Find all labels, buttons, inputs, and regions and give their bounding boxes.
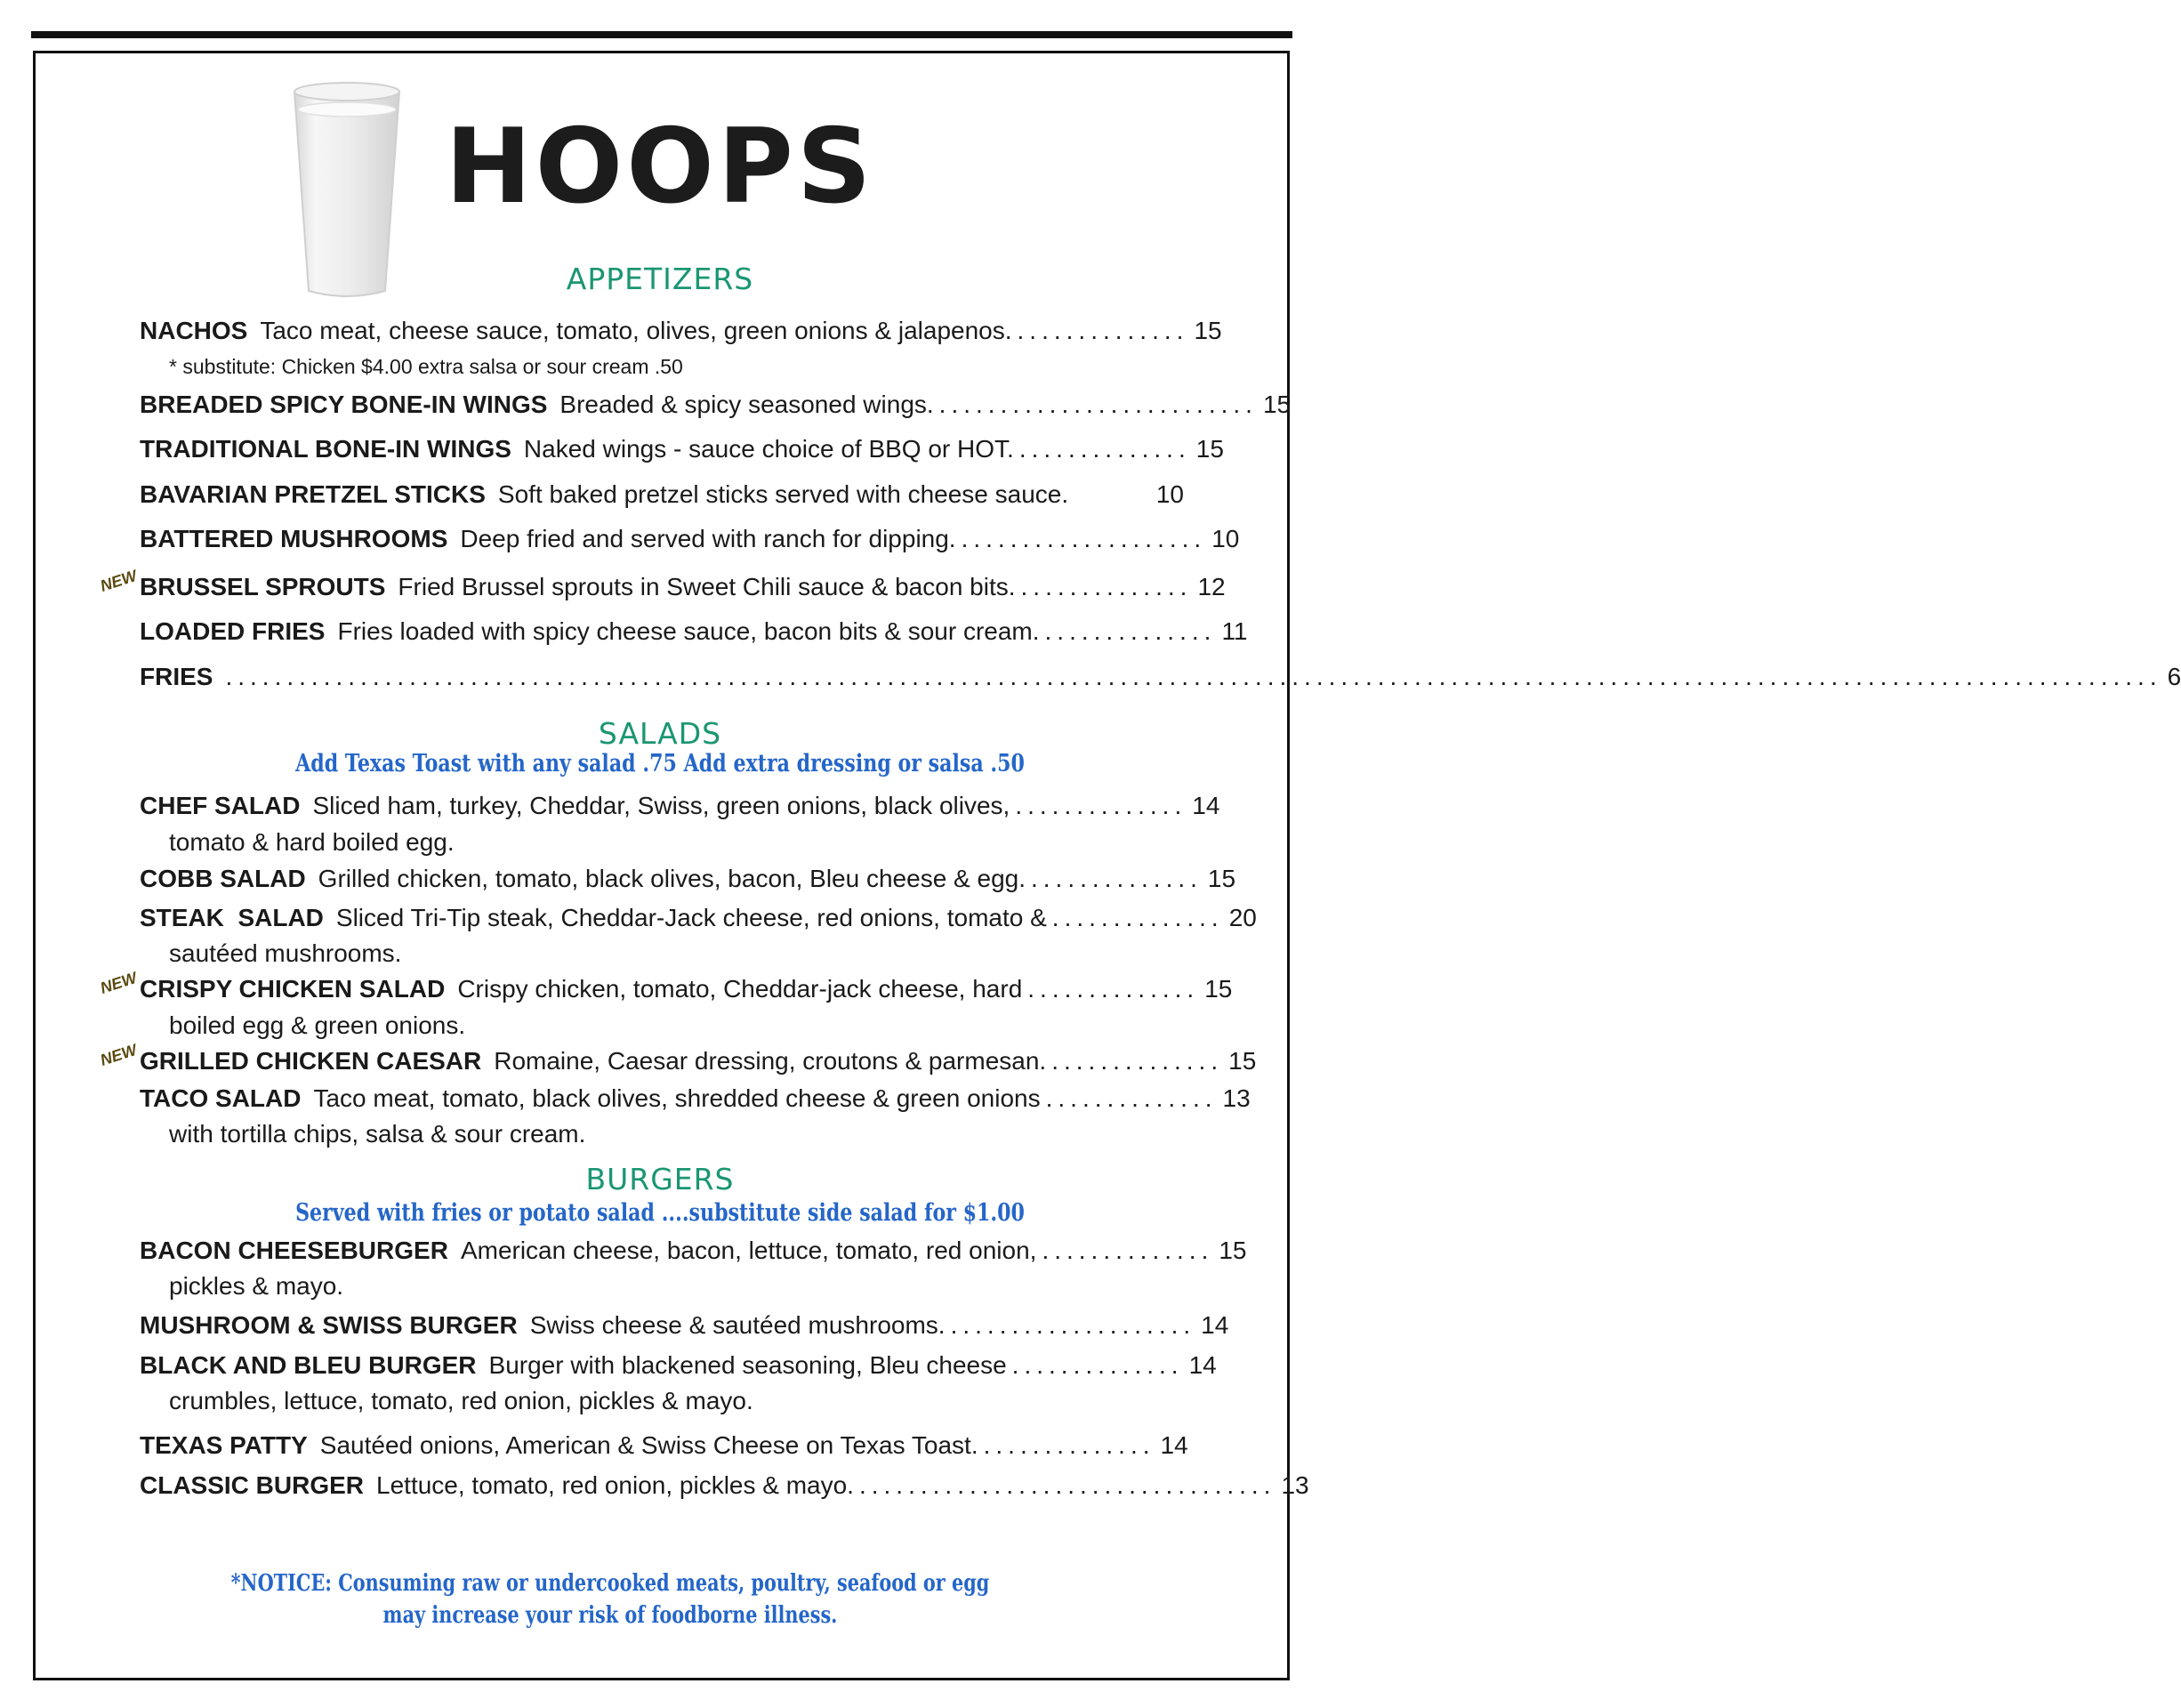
menu-item xyxy=(140,1047,1257,1075)
menu-item xyxy=(140,1431,1188,1459)
leader-dots: .............. xyxy=(983,1431,1155,1459)
menu-item xyxy=(140,1237,1247,1264)
menu-item xyxy=(140,573,1226,600)
leader-dots: .......................... xyxy=(938,391,1258,418)
item-name: TRADITIONAL BONE-IN WINGS xyxy=(140,435,511,463)
burgers-note: Served with fries or potato salad ....substitute side salad for $1.00 xyxy=(295,1199,1025,1227)
item-price: 14 xyxy=(1192,792,1220,819)
item-description-cont: tomato & hard boiled egg. xyxy=(169,828,455,856)
item-name: BACON CHEESEBURGER xyxy=(140,1237,448,1264)
leader-dots: .................... xyxy=(961,525,1207,552)
new-badge: NEW xyxy=(98,566,140,595)
item-description: Lettuce, tomato, red onion, pickles & mayo. xyxy=(376,1471,854,1499)
item-description-cont: pickles & mayo. xyxy=(169,1272,344,1300)
item-description: Breaded & spicy seasoned wings. xyxy=(559,391,934,418)
restaurant-title: HOOPS xyxy=(445,107,875,227)
item-name: TEXAS PATTY xyxy=(140,1431,308,1459)
item-name: NACHOS xyxy=(140,317,248,344)
item-name: COBB SALAD xyxy=(140,865,306,892)
item-description: Deep fried and served with ranch for dipping. xyxy=(460,525,956,552)
item-price: 15 xyxy=(1219,1237,1247,1264)
menu-item xyxy=(140,525,1240,552)
salads-note: Add Texas Toast with any salad .75 Add extra dressing or salsa .50 xyxy=(295,750,1025,777)
item-name: GRILLED CHICKEN CAESAR xyxy=(140,1047,482,1075)
item-description: Taco meat, tomato, black olives, shredded cheese & green onions xyxy=(313,1084,1041,1112)
item-price: 10 xyxy=(1211,525,1240,552)
item-description: Swiss cheese & sautéed mushrooms. xyxy=(529,1311,946,1339)
item-description: Fries loaded with spicy cheese sauce, bacon bits & sour cream. xyxy=(337,617,1040,645)
notice-line-1: *NOTICE: Consuming raw or undercooked meats, poultry, seafood or egg xyxy=(230,1570,990,1597)
item-price: 11 xyxy=(1221,617,1248,645)
leader-dots: .............. xyxy=(1018,435,1191,463)
new-badge: NEW xyxy=(98,968,140,997)
item-name: BATTERED MUSHROOMS xyxy=(140,525,448,552)
item-name: BRUSSEL SPROUTS xyxy=(140,573,386,600)
item-price: 15 xyxy=(1262,391,1292,418)
leader-dots: .............................................................................................................................................................. xyxy=(225,663,2162,690)
menu-item xyxy=(140,1311,1229,1339)
leader-dots: .............. xyxy=(1045,1084,1218,1112)
leader-dots: .............. xyxy=(1051,1047,1224,1075)
item-price: 14 xyxy=(1188,1351,1217,1379)
item-name: TACO SALAD xyxy=(140,1084,302,1112)
menu-item xyxy=(140,1084,1251,1112)
item-description: Crispy chicken, tomato, Cheddar-jack cheese, hard xyxy=(457,975,1023,1003)
item-price: 10 xyxy=(1155,480,1184,508)
item-description: Sliced Tri-Tip steak, Cheddar-Jack cheese, red onions, tomato & xyxy=(335,904,1047,931)
leader-dots: .............. xyxy=(1017,317,1189,344)
item-price: 15 xyxy=(1195,435,1224,463)
item-description-cont: boiled egg & green onions. xyxy=(169,1011,466,1039)
menu-item xyxy=(140,1471,1309,1499)
item-price: 20 xyxy=(1228,904,1257,931)
new-badge: NEW xyxy=(98,1040,140,1069)
menu-item xyxy=(140,975,1233,1003)
food-safety-notice xyxy=(132,1567,1187,1631)
menu-item xyxy=(140,317,1222,344)
salads-heading: SALADS xyxy=(598,716,722,751)
leader-dots: .............. xyxy=(1020,573,1193,600)
item-description: Romaine, Caesar dressing, croutons & parmesan. xyxy=(494,1047,1047,1075)
item-price: 15 xyxy=(1204,975,1233,1003)
item-price: 13 xyxy=(1281,1471,1309,1499)
item-price: 12 xyxy=(1197,573,1226,600)
menu-item xyxy=(140,663,2181,690)
item-description-cont: crumbles, lettuce, tomato, red onion, pickles & mayo. xyxy=(169,1387,753,1414)
menu-item xyxy=(140,482,1184,507)
item-name: CHEF SALAD xyxy=(140,792,301,819)
item-price: 14 xyxy=(1201,1311,1229,1339)
leader-dots: .............. xyxy=(1027,975,1200,1003)
item-description: Burger with blackened seasoning, Bleu cheese xyxy=(488,1351,1007,1379)
item-price: 15 xyxy=(1228,1047,1257,1075)
item-price: 13 xyxy=(1222,1084,1251,1112)
item-name: BREADED SPICY BONE-IN WINGS xyxy=(140,391,548,418)
item-description-cont: sautéed mushrooms. xyxy=(169,939,402,967)
menu-item xyxy=(140,435,1224,463)
menu-item xyxy=(140,865,1236,892)
leader-dots: .............. xyxy=(1015,792,1187,819)
menu-item xyxy=(140,1351,1217,1379)
item-description-cont: with tortilla chips, salsa & sour cream. xyxy=(169,1120,586,1148)
appetizers-heading: APPETIZERS xyxy=(566,262,754,296)
item-name: CRISPY CHICKEN SALAD xyxy=(140,975,446,1003)
leader-dots: .................................. xyxy=(858,1471,1276,1499)
item-name: FRIES xyxy=(140,663,213,690)
item-price: 14 xyxy=(1160,1431,1188,1459)
item-description: Soft baked pretzel sticks served with cheese sauce. xyxy=(497,480,1069,508)
item-name: BAVARIAN PRETZEL STICKS xyxy=(140,480,486,508)
item-price: 15 xyxy=(1207,865,1236,892)
leader-dots: .............. xyxy=(1044,617,1217,645)
item-description: Sautéed onions, American & Swiss Cheese on Texas Toast. xyxy=(319,1431,978,1459)
menu-item xyxy=(140,391,1292,418)
menu-item xyxy=(140,904,1257,931)
item-name: MUSHROOM & SWISS BURGER xyxy=(140,1311,518,1339)
leader-dots: .............. xyxy=(1031,865,1203,892)
item-price: 15 xyxy=(1194,317,1222,344)
burgers-heading: BURGERS xyxy=(585,1162,735,1196)
item-description: Grilled chicken, tomato, black olives, bacon, Bleu cheese & egg. xyxy=(318,865,1026,892)
item-description: American cheese, bacon, lettuce, tomato, red onion, xyxy=(460,1237,1037,1264)
notice-line-2: may increase your risk of foodborne illness. xyxy=(382,1602,838,1629)
item-name: CLASSIC BURGER xyxy=(140,1471,365,1499)
item-description: Fried Brussel sprouts in Sweet Chili sauce & bacon bits. xyxy=(398,573,1016,600)
item-description: Sliced ham, turkey, Cheddar, Swiss, green onions, black olives, xyxy=(312,792,1010,819)
menu-item xyxy=(140,792,1220,819)
leader-dots: .............. xyxy=(1051,904,1224,931)
menu-item xyxy=(140,617,1248,645)
item-price: 6 xyxy=(2167,663,2181,690)
item-description: Taco meat, cheese sauce, tomato, olives, green onions & jalapenos. xyxy=(260,317,1012,344)
item-name: LOADED FRIES xyxy=(140,617,326,645)
item-name: BLACK AND BLEU BURGER xyxy=(140,1351,477,1379)
leader-dots: .............. xyxy=(1011,1351,1184,1379)
leader-dots: .............. xyxy=(1042,1237,1214,1264)
item-description: Naked wings - sauce choice of BBQ or HOT. xyxy=(523,435,1014,463)
top-rule xyxy=(31,31,1292,38)
item-note: * substitute: Chicken $4.00 extra salsa or sour cream .50 xyxy=(169,355,683,378)
item-name: STEAK SALAD xyxy=(140,904,324,931)
leader-dots: .................... xyxy=(950,1311,1196,1339)
